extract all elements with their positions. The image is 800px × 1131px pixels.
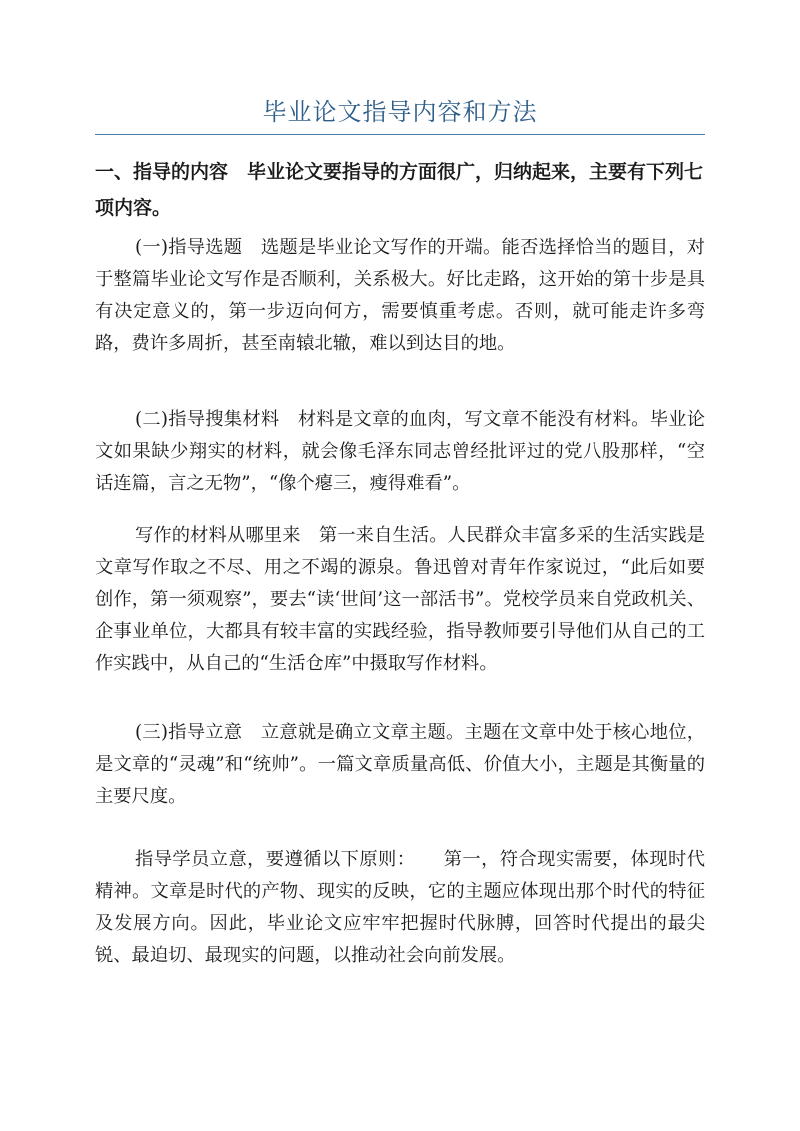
paragraph-material-sources xyxy=(95,520,705,680)
document-page xyxy=(95,0,705,1131)
paragraph-lead: (三)指导立意 xyxy=(135,722,261,743)
document-title: 毕业论文指导内容和方法 xyxy=(262,98,538,126)
paragraph-theme-principles xyxy=(95,844,705,972)
paragraph-lead: 写作的材料从哪里来 xyxy=(135,525,319,546)
paragraph-lead: (二)指导搜集材料 xyxy=(135,409,298,430)
paragraph-guide-materials xyxy=(95,404,705,500)
paragraph-body: 第一来自生活。人民群众丰富多采的生活实践是文章写作取之不尽、用之不竭的源泉。鲁迅曾对青年作家说过，“此后如要创作，第一须观察”，要去“读‘世间’这一部活书”。党校学员来自党政机关、企事业单位，大都具有较丰富的实践经验，指导教师要引导他们从自己的工作实践中，从自己的“生活仓库”中摄取写作材料。 xyxy=(95,525,705,674)
paragraph-guide-topic xyxy=(95,232,705,360)
paragraph-lead: (一)指导选题 xyxy=(135,237,261,258)
paragraph-body: 材料是文章的血肉，写文章不能没有材料。毕业论文如果缺少翔实的材料，就会像毛泽东同志曾经批评过的党八股那样，“空话连篇，言之无物”，“像个瘪三，瘦得难看”。 xyxy=(95,409,706,494)
section-heading: 一、指导的内容 毕业论文要指导的方面很广，归纳起来，主要有下列七项内容。 xyxy=(95,161,704,219)
paragraph-lead: 指导学员立意，要遵循以下原则： xyxy=(135,849,444,870)
title-underline xyxy=(95,134,705,135)
paragraph-body: 选题是毕业论文写作的开端。能否选择恰当的题目，对于整篇毕业论文写作是否顺利，关系极大。好比走路，这开始的第十步是具有决定意义的，第一步迈向何方，需要慎重考虑。否则，就可能走许多弯路，费许多周折，甚至南辕北辙，难以到达目的地。 xyxy=(95,237,706,354)
paragraph-guide-theme xyxy=(95,717,705,813)
paragraph-body: 立意就是确立文章主题。主题在文章中处于核心地位，是文章的“灵魂”和“统帅”。一篇文章质量高低、价值大小，主题是其衡量的主要尺度。 xyxy=(95,722,706,807)
paragraph-body: 第一，符合现实需要，体现时代精神。文章是时代的产物、现实的反映，它的主题应体现出那个时代的特征及发展方向。因此，毕业论文应牢牢把握时代脉膊，回答时代提出的最尖锐、最迫切、最现实的问题，以推动社会向前发展。 xyxy=(95,849,706,966)
